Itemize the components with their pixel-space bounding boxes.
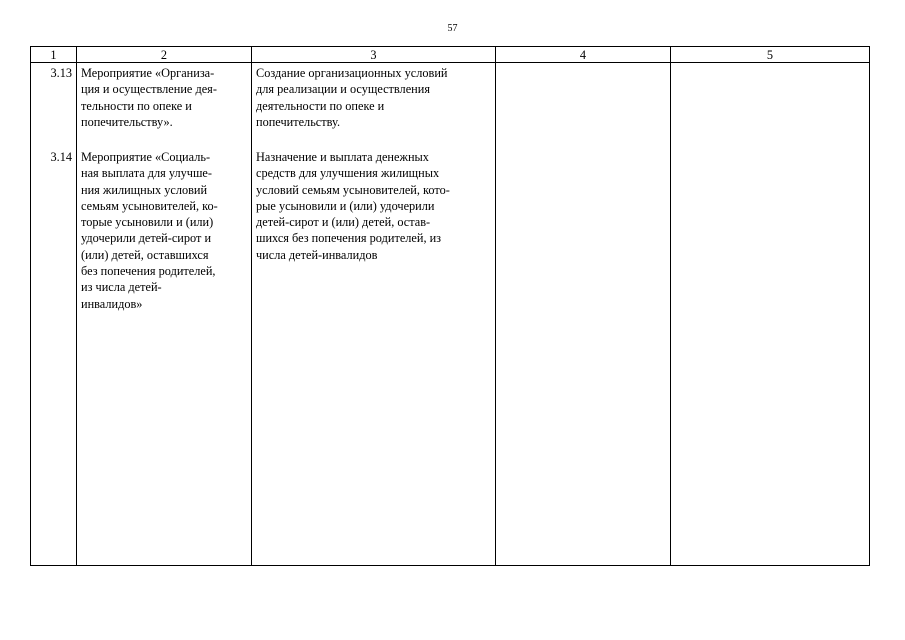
text-line: из числа детей- [81, 280, 162, 295]
row-3-14-description [252, 147, 495, 263]
item-number: 3.13 [50, 66, 72, 80]
text-line: Мероприятие «Организа- [81, 66, 215, 80]
header-col-4: 4 [496, 47, 671, 63]
text-line: удочерили детей-сирот и [81, 231, 212, 246]
item-number: 3.14 [50, 150, 72, 164]
column-5-cell [671, 63, 870, 566]
text-line: числа детей-инвалидов [256, 247, 378, 262]
column-3-cell [252, 63, 496, 566]
row-3-14-number [31, 147, 76, 231]
text-line: деятельности по опеке и [256, 98, 385, 113]
text-line: ция и осуществление дея- [81, 82, 217, 97]
column-1-cell [31, 63, 77, 566]
text-line: детей-сирот и (или) детей, остав- [256, 215, 431, 230]
text-line: попечительству». [81, 114, 173, 129]
text-line: торые усыновили и (или) [81, 215, 214, 230]
text-line: попечительству. [256, 114, 341, 129]
row-3-13-measure-name [77, 63, 251, 147]
column-2-cell [77, 63, 252, 566]
text-line: рые усыновили и (или) удочерили [256, 198, 435, 213]
text-line: Назначение и выплата денежных [256, 150, 429, 164]
row-3-14-measure-name [77, 147, 251, 312]
text-line: ния жилищных условий [81, 182, 208, 197]
text-line: семьям усыновителей, ко- [81, 198, 218, 213]
text-line: без попечения родителей, [81, 264, 216, 279]
text-line: тельности по опеке и [81, 98, 192, 113]
header-col-3: 3 [252, 47, 496, 63]
row-3-13-description [252, 63, 495, 147]
header-col-2: 2 [77, 47, 252, 63]
table-header-row [31, 47, 870, 63]
text-line: Создание организационных условий [256, 66, 448, 80]
measures-table [30, 46, 870, 566]
text-line: Мероприятие «Социаль- [81, 150, 211, 164]
page-number: 57 [447, 23, 458, 34]
text-line: условий семьям усыновителей, кото- [256, 182, 450, 197]
text-line: средств для улучшения жилищных [256, 166, 440, 181]
text-line: ная выплата для улучше- [81, 166, 212, 181]
text-line: шихся без попечения родителей, из [256, 231, 442, 246]
column-4-cell [496, 63, 671, 566]
table-body-row [31, 63, 870, 566]
header-col-1: 1 [31, 47, 77, 63]
text-line: (или) детей, оставшихся [81, 247, 209, 262]
text-line: для реализации и осуществления [256, 82, 430, 97]
row-3-13-number [31, 63, 76, 147]
header-col-5: 5 [671, 47, 870, 63]
text-line: инвалидов» [81, 296, 143, 311]
